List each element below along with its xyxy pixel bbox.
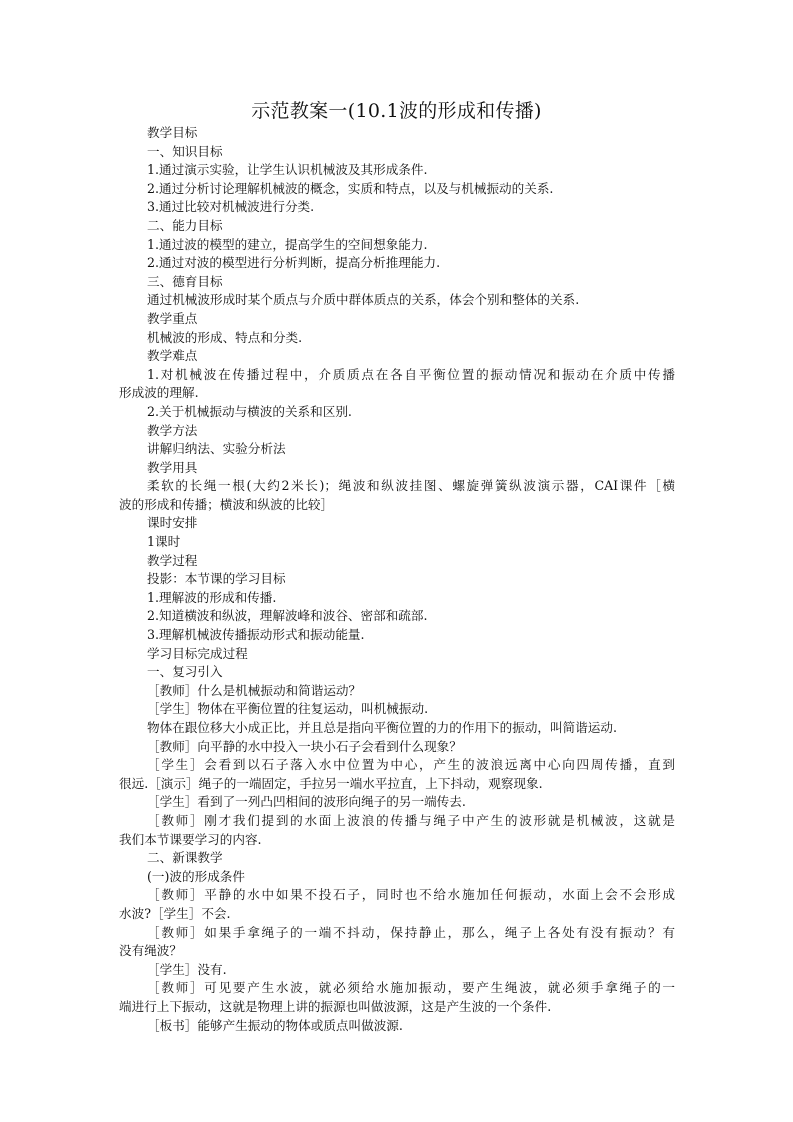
paragraph-line: 2.通过分析讨论理解机械波的概念，实质和特点，以及与机械振动的关系. [147, 180, 554, 196]
paragraph-line: 机械波的形成、特点和分类. [147, 329, 303, 345]
paragraph-line: 柔软的长绳一根(大约2米长)；绳波和纵波挂图、螺旋弹簧纵波演示器，CAI课件［横 [147, 478, 675, 494]
dialogue-line: 很远.［演示］绳子的一端固定，手拉另一端水平拉直，上下抖动，观察现象. [119, 775, 543, 791]
paragraph-line: 1.对机械波在传播过程中，介质质点在各自平衡位置的振动情况和振动在介质中传播 [147, 366, 675, 382]
section-heading: 学习目标完成过程 [147, 645, 248, 661]
dialogue-line: ［教师］刚才我们提到的水面上波浪的传播与绳子中产生的波形就是机械波，这就是 [147, 812, 675, 828]
section-heading: 教学难点 [147, 348, 198, 364]
paragraph-line: 2.知道横波和纵波，理解波峰和波谷、密部和疏部. [147, 608, 428, 624]
subsection-heading: 二、新课教学 [147, 850, 223, 866]
section-heading: 教学方法 [147, 422, 198, 438]
subsection-heading: (一)波的形成条件 [147, 868, 245, 884]
subsection-heading: 二、能力目标 [147, 217, 223, 233]
paragraph-line: 1.通过演示实验，让学生认识机械波及其形成条件. [147, 162, 428, 178]
dialogue-line: ［学生］物体在平衡位置的往复运动，叫机械振动. [147, 701, 429, 717]
subsection-heading: 三、德育目标 [147, 273, 223, 289]
dialogue-line: ［教师］什么是机械振动和简谐运动？ [147, 682, 362, 698]
paragraph-line: 1.理解波的形成和传播. [147, 589, 277, 605]
dialogue-line: ［教师］向平静的水中投入一块小石子会看到什么现象？ [147, 738, 462, 754]
dialogue-line: ［教师］可见要产生水波，就必须给水施加振动，要产生绳波，就必须手拿绳子的一 [147, 980, 675, 996]
paragraph-line: 2.通过对波的模型进行分析判断，提高分析推理能力. [147, 255, 441, 271]
subsection-heading: 一、知识目标 [147, 143, 223, 159]
dialogue-line: ［学生］会看到以石子落入水中位置为中心，产生的波浪远离中心向四周传播，直到 [147, 757, 675, 773]
paragraph-line: 1.通过波的模型的建立，提高学生的空间想象能力. [147, 236, 428, 252]
dialogue-line: ［学生］看到了一列凸凹相间的波形向绳子的另一端传去. [147, 794, 466, 810]
paragraph-line: 3.理解机械波传播振动形式和振动能量. [147, 627, 365, 643]
paragraph-line: 1课时 [147, 534, 181, 550]
subsection-heading: 一、复习引入 [147, 664, 223, 680]
paragraph-line: 3.通过比较对机械波进行分类. [147, 199, 315, 215]
dialogue-line: ［教师］如果手拿绳子的一端不抖动，保持静止，那么，绳子上各处有没有振动？有 [147, 924, 675, 940]
document-title: 示范教案一(10.1波的形成和传播) [251, 100, 542, 122]
dialogue-line: ［学生］没有. [147, 961, 227, 977]
dialogue-line: 端进行上下振动，这就是物理上讲的振源也叫做波源，这是产生波的一个条件. [119, 998, 552, 1014]
paragraph-line: 讲解归纳法、实验分析法 [147, 441, 286, 457]
section-heading: 教学过程 [147, 552, 198, 568]
section-heading: 课时安排 [147, 515, 198, 531]
paragraph-line: 波的形成和传播；横波和纵波的比较］ [119, 496, 334, 512]
section-heading: 教学目标 [147, 125, 198, 140]
paragraph-line: 物体在跟位移大小成正比，并且总是指向平衡位置的力的作用下的振动，叫简谐运动. [147, 720, 617, 735]
section-heading: 教学用具 [147, 459, 198, 475]
paragraph-line: 形成波的理解. [119, 385, 199, 401]
paragraph-line: 投影：本节课的学习目标 [147, 571, 286, 587]
dialogue-line: 我们本节课要学习的内容. [119, 831, 262, 847]
dialogue-line: ［教师］平静的水中如果不投石子，同时也不给水施加任何振动，水面上会不会形成 [147, 887, 675, 903]
section-heading: 教学重点 [147, 310, 198, 326]
paragraph-line: 2.关于机械振动与横波的关系和区别. [147, 403, 352, 419]
dialogue-line: ［板书］能够产生振动的物体或质点叫做波源. [147, 1017, 403, 1033]
dialogue-line: 没有绳波？ [119, 943, 182, 959]
document-body [119, 124, 675, 1035]
paragraph-line: 通过机械波形成时某个质点与介质中群体质点的关系，体会个别和整体的关系. [147, 292, 580, 308]
dialogue-line: 水波?［学生］不会. [119, 905, 231, 921]
